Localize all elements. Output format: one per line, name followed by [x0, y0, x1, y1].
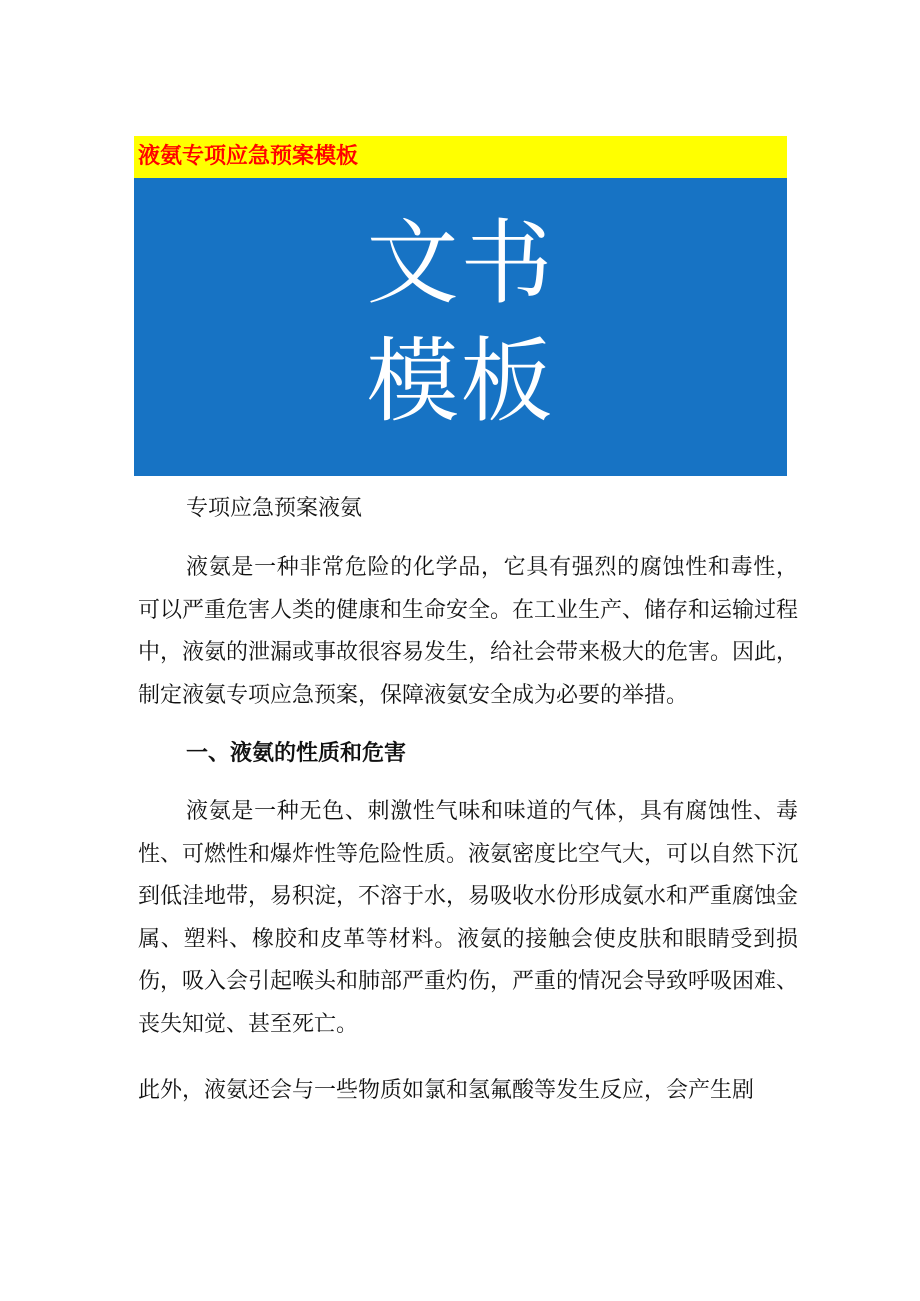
document-title: 液氨专项应急预案模板 — [138, 144, 359, 169]
document-subtitle: 专项应急预案液氨 — [186, 496, 363, 521]
section-paragraph-continued: 此外，液氨还会与一些物质如氯和氢氟酸等发生反应，会产生剧 — [138, 1078, 755, 1103]
cover-block — [134, 178, 787, 476]
section-heading: 一、液氨的性质和危害 — [186, 741, 407, 766]
intro-paragraph: 液氨是一种非常危险的化学品，它具有强烈的腐蚀性和毒性，可以严重危害人类的健康和生命安全。在工业生产、储存和运输过程中，液氨的泄漏或事故很容易发生，给社会带来极大的危害。因此，制定液氨专项应急预案，保障液氨安全成为必要的举措。 — [138, 555, 799, 708]
document-body — [138, 488, 798, 1113]
cover-line-2: 模板 — [366, 328, 555, 435]
header-bar — [134, 136, 787, 178]
cover-line-1: 文书 — [366, 210, 555, 318]
section-paragraph: 液氨是一种无色、刺激性气味和味道的气体，具有腐蚀性、毒性、可燃性和爆炸性等危险性质。液氨密度比空气大，可以自然下沉到低洼地带，易积淀，不溶于水，易吸收水份形成氨水和严重腐蚀金属、塑料、橡胶和皮革等材料。液氨的接触会使皮肤和眼睛受到损伤，吸入会引起喉头和肺部严重灼伤，严重的情况会导致呼吸困难、丧失知觉、甚至死亡。 — [138, 799, 799, 1037]
